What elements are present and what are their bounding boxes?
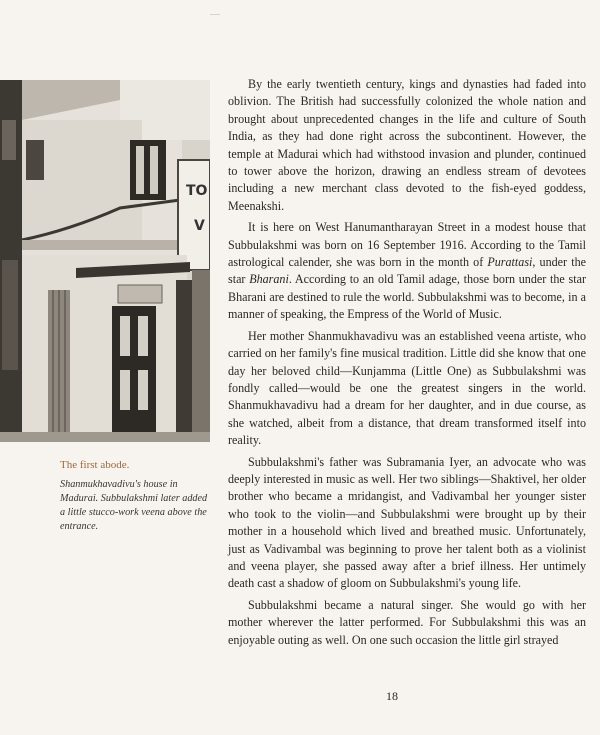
paragraph-text: Subbulakshmi became a natural singer. She would go with her mother wherever the latter performed. For Subbulakshmi this was an enjoyable outing as well. On one such occasion the little girl strayed — [228, 597, 586, 647]
caption-text: Shanmukhavadivu's house in Madurai. Subbulakshmi later added a little stucco-work veena above the entrance. — [60, 479, 208, 532]
page-number: 18 — [386, 689, 398, 703]
photo-caption — [60, 458, 210, 534]
paragraph — [228, 328, 586, 450]
paragraph-text: Her mother Shanmukhavadivu was an established veena artiste, who carried on her family's fine musical tradition. Little did she know that one day her beloved child—Kunjamma (Little One) as Subbulakshmi was fondly called—would be one the greatest singers in the world. Shanmukhavadivu had a dream for her daughter, and in due course, as she watched, albeit from a distance, that dream transformed itself into reality. — [228, 328, 586, 448]
svg-text:V: V — [194, 218, 205, 234]
body-text — [228, 76, 586, 653]
paragraph — [228, 76, 586, 215]
house-photo-drawing — [0, 80, 210, 442]
svg-text:TO: TO — [186, 183, 208, 199]
paragraph — [228, 454, 586, 593]
house-photo — [0, 80, 210, 442]
paragraph — [228, 219, 586, 323]
paragraph-text: . According to an old Tamil adage, those born under the star Bharani are destined to rule the world. Subbulakshmi was to become, in a manner of speaking, the Empress of the World of Music. — [228, 272, 586, 322]
month-name: Purattasi — [487, 255, 533, 270]
star-name: Bharani — [249, 272, 289, 287]
paragraph — [228, 597, 586, 649]
paragraph-text: , under the star — [228, 255, 586, 287]
paragraph-text: Subbulakshmi's father was Subramania Iyer, an advocate who was deeply interested in music as well. Her two siblings—Shaktivel, her older brother who became a mridangist, and Vadivambal her younger sister who took to the violin—and Subbulakshmi were brought up by their mother in a household which lived and breathed music. Unfortunately, just as Vadivambal was beginning to prove her talent both as a violinist and veena player, she passed away after a brief illness. Her untimely death cast a shadow of gloom on Subbulakshmi's young life. — [228, 454, 586, 591]
paragraph-text: It is here on West Hanumantharayan Street in a modest house that Subbulakshmi was born on 16 September 1916. According to the Tamil astrological calender, she was born in the month of — [228, 220, 586, 270]
caption-title: The first abode. — [60, 459, 130, 471]
print-mark — [210, 14, 220, 15]
paragraph-text: By the early twentieth century, kings and dynasties had faded into oblivion. The British had successfully colonized the whole nation and brought about unprecedented changes in the life and culture of South India, as they had done right across the subcontinent. However, the temple at Madurai which had withstood invasion and plunder, continued to tower above the horizon, drawing an endless stream of devotees including a new merchant class devoted to the fish-eyed goddess, Meenakshi. — [228, 77, 586, 213]
